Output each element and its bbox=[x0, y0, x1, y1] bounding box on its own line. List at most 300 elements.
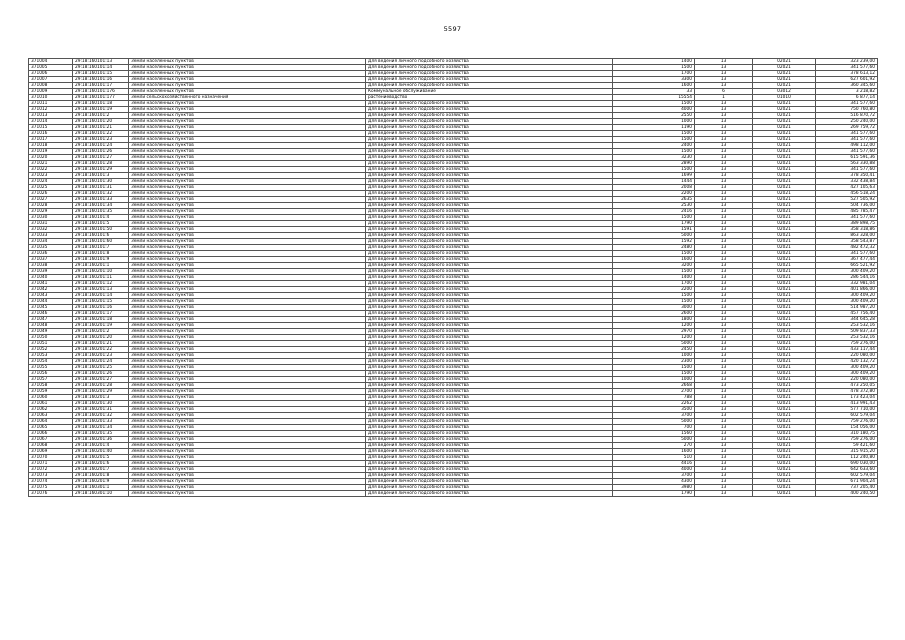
row-number-cell: 371062 bbox=[29, 407, 73, 413]
row-number-cell: 371040 bbox=[29, 275, 73, 281]
cadastral-number-cell: 29:18:160201:8 bbox=[73, 473, 129, 479]
date-code-cell: 02021 bbox=[753, 425, 816, 431]
area-cell: 5000 bbox=[613, 419, 695, 425]
cadastral-value-cell: 253 532,16 bbox=[816, 323, 878, 329]
cadastral-number-cell: 29:18:160201:40 bbox=[73, 449, 129, 455]
land-category-cell: Земли населенных пунктов bbox=[129, 329, 366, 335]
cadastral-number-cell: 29:18:160101:34 bbox=[73, 203, 129, 209]
cadastral-number-cell: 29:18:160101:29 bbox=[73, 167, 129, 173]
row-number-cell: 371037 bbox=[29, 257, 73, 263]
group-code-cell: 13 bbox=[695, 323, 753, 329]
cadastral-value-cell: 173 423,04 bbox=[816, 395, 878, 401]
land-category-cell: Земли населенных пунктов bbox=[129, 461, 366, 467]
cadastral-value-cell: 498 112,00 bbox=[816, 143, 878, 149]
row-number-cell: 371057 bbox=[29, 377, 73, 383]
land-category-cell: Земли населенных пунктов bbox=[129, 65, 366, 71]
cadastral-value-cell: 478 372,80 bbox=[816, 389, 878, 395]
cadastral-value-cell: 456 518,24 bbox=[816, 191, 878, 197]
row-number-cell: 371066 bbox=[29, 431, 73, 437]
land-category-cell: Земли населенных пунктов bbox=[129, 341, 366, 347]
cadastral-number-cell: 29:18:160201:14 bbox=[73, 293, 129, 299]
permitted-use-cell: Для ведения личного подсобного хозяйства bbox=[366, 215, 613, 221]
permitted-use-cell: Для ведения личного подсобного хозяйства bbox=[366, 245, 613, 251]
permitted-use-cell: Для ведения личного подсобного хозяйства bbox=[366, 275, 613, 281]
group-code-cell: 13 bbox=[695, 341, 753, 347]
group-code-cell: 13 bbox=[695, 437, 753, 443]
group-code-cell: 13 bbox=[695, 101, 753, 107]
permitted-use-cell: Для ведения личного подсобного хозяйства bbox=[366, 485, 613, 491]
permitted-use-cell: Для ведения личного подсобного хозяйства bbox=[366, 83, 613, 89]
date-code-cell: 02021 bbox=[753, 383, 816, 389]
area-cell: 1600 bbox=[613, 83, 695, 89]
row-number-cell: 371006 bbox=[29, 71, 73, 77]
group-code-cell: 13 bbox=[695, 383, 753, 389]
cadastral-value-cell: 323 239,00 bbox=[816, 59, 878, 65]
date-code-cell: 03012 bbox=[753, 89, 816, 95]
row-number-cell: 371026 bbox=[29, 191, 73, 197]
cadastral-value-cell: 358 543,87 bbox=[816, 239, 878, 245]
permitted-use-cell: Для ведения личного подсобного хозяйства bbox=[366, 155, 613, 161]
date-code-cell: 02021 bbox=[753, 59, 816, 65]
cadastral-number-cell: 29:18:160201:33 bbox=[73, 419, 129, 425]
area-cell: 4000 bbox=[613, 107, 695, 113]
row-number-cell: 371067 bbox=[29, 437, 73, 443]
permitted-use-cell: Для ведения личного подсобного хозяйства bbox=[366, 191, 613, 197]
group-code-cell: 13 bbox=[695, 443, 753, 449]
row-number-cell: 371017 bbox=[29, 137, 73, 143]
area-cell: 2200 bbox=[613, 191, 695, 197]
row-number-cell: 371051 bbox=[29, 341, 73, 347]
permitted-use-cell: Для ведения личного подсобного хозяйства bbox=[366, 455, 613, 461]
group-code-cell: 13 bbox=[695, 455, 753, 461]
group-code-cell: 13 bbox=[695, 425, 753, 431]
cadastral-value-cell: 6 877,14 bbox=[816, 95, 878, 101]
permitted-use-cell: Для ведения личного подсобного хозяйства bbox=[366, 443, 613, 449]
cadastral-number-cell: 29:18:160201:31 bbox=[73, 407, 129, 413]
land-category-cell: Земли населенных пунктов bbox=[129, 209, 366, 215]
cadastral-number-cell: 29:18:160201:13 bbox=[73, 287, 129, 293]
permitted-use-cell: Для ведения личного подсобного хозяйства bbox=[366, 413, 613, 419]
group-code-cell: 13 bbox=[695, 119, 753, 125]
area-cell: 15554 bbox=[613, 95, 695, 101]
row-number-cell: 371063 bbox=[29, 413, 73, 419]
permitted-use-cell: Для ведения личного подсобного хозяйства bbox=[366, 59, 613, 65]
area-cell: 1500 bbox=[613, 65, 695, 71]
date-code-cell: 02021 bbox=[753, 251, 816, 257]
permitted-use-cell: Для ведения личного подсобного хозяйства bbox=[366, 473, 613, 479]
cadastral-value-cell: 427 105,63 bbox=[816, 185, 878, 191]
group-code-cell: 13 bbox=[695, 305, 753, 311]
cadastral-number-cell: 29:18:160101:16 bbox=[73, 77, 129, 83]
row-number-cell: 371005 bbox=[29, 65, 73, 71]
area-cell: 1500 bbox=[613, 215, 695, 221]
area-cell: 1500 bbox=[613, 101, 695, 107]
land-category-cell: Земли населенных пунктов bbox=[129, 155, 366, 161]
permitted-use-cell: Коммунальное обслуживание bbox=[366, 89, 613, 95]
date-code-cell: 02021 bbox=[753, 431, 816, 437]
group-code-cell: 13 bbox=[695, 389, 753, 395]
cadastral-number-cell: 29:18:160101:27 bbox=[73, 155, 129, 161]
area-cell: 2700 bbox=[613, 389, 695, 395]
cadastral-value-cell: 485 785,47 bbox=[816, 209, 878, 215]
group-code-cell: 13 bbox=[695, 131, 753, 137]
land-category-cell: Земли населенных пунктов bbox=[129, 365, 366, 371]
group-code-cell: 13 bbox=[695, 251, 753, 257]
date-code-cell: 02021 bbox=[753, 113, 816, 119]
permitted-use-cell: Для ведения личного подсобного хозяйства bbox=[366, 479, 613, 485]
area-cell: 4416 bbox=[613, 461, 695, 467]
group-code-cell: 13 bbox=[695, 179, 753, 185]
row-number-cell: 371025 bbox=[29, 185, 73, 191]
land-category-cell: Земли населенных пунктов bbox=[129, 203, 366, 209]
date-code-cell: 02021 bbox=[753, 335, 816, 341]
row-number-cell: 371068 bbox=[29, 443, 73, 449]
date-code-cell: 02021 bbox=[753, 179, 816, 185]
land-category-cell: Земли населенных пунктов bbox=[129, 125, 366, 131]
group-code-cell: 13 bbox=[695, 431, 753, 437]
row-number-cell: 371033 bbox=[29, 233, 73, 239]
group-code-cell: 13 bbox=[695, 125, 753, 131]
date-code-cell: 02021 bbox=[753, 137, 816, 143]
date-code-cell: 02021 bbox=[753, 65, 816, 71]
group-code-cell: 13 bbox=[695, 461, 753, 467]
row-number-cell: 371024 bbox=[29, 179, 73, 185]
date-code-cell: 02021 bbox=[753, 437, 816, 443]
cadastral-number-cell: 29:18:160201:32 bbox=[73, 413, 129, 419]
cadastral-value-cell: 473 250,05 bbox=[816, 383, 878, 389]
cadastral-value-cell: 563 330,88 bbox=[816, 161, 878, 167]
area-cell: 1500 bbox=[613, 371, 695, 377]
date-code-cell: 02021 bbox=[753, 491, 816, 497]
area-cell: 2480 bbox=[613, 245, 695, 251]
cadastral-number-cell: 29:18:160101:18 bbox=[73, 101, 129, 107]
permitted-use-cell: Для ведения личного подсобного хозяйства bbox=[366, 119, 613, 125]
date-code-cell: 02021 bbox=[753, 323, 816, 329]
land-category-cell: Земли населенных пунктов bbox=[129, 137, 366, 143]
group-code-cell: 13 bbox=[695, 269, 753, 275]
area-cell: 1500 bbox=[613, 365, 695, 371]
cadastral-value-cell: 863 328,00 bbox=[816, 233, 878, 239]
area-cell: 2262 bbox=[613, 401, 695, 407]
group-code-cell: 13 bbox=[695, 239, 753, 245]
area-cell: 1591 bbox=[613, 227, 695, 233]
row-number-cell: 371041 bbox=[29, 281, 73, 287]
row-number-cell: 371061 bbox=[29, 401, 73, 407]
cadastral-value-cell: 112 240,80 bbox=[816, 455, 878, 461]
row-number-cell: 371004 bbox=[29, 59, 73, 65]
permitted-use-cell: Для ведения личного подсобного хозяйства bbox=[366, 425, 613, 431]
row-number-cell: 371007 bbox=[29, 77, 73, 83]
area-cell: 5000 bbox=[613, 341, 695, 347]
permitted-use-cell: Для ведения личного подсобного хозяйства bbox=[366, 113, 613, 119]
permitted-use-cell: Для ведения личного подсобного хозяйства bbox=[366, 281, 613, 287]
cadastral-number-cell: 29:18:160301:10 bbox=[73, 491, 129, 497]
permitted-use-cell: Для ведения личного подсобного хозяйства bbox=[366, 407, 613, 413]
cadastral-number-cell: 29:18:160201:11 bbox=[73, 275, 129, 281]
area-cell: 1600 bbox=[613, 257, 695, 263]
land-category-cell: Земли населенных пунктов bbox=[129, 359, 366, 365]
date-code-cell: 02021 bbox=[753, 77, 816, 83]
permitted-use-cell: Для ведения личного подсобного хозяйства bbox=[366, 227, 613, 233]
area-cell: 1699 bbox=[613, 173, 695, 179]
group-code-cell: 13 bbox=[695, 77, 753, 83]
area-cell: 2300 bbox=[613, 359, 695, 365]
cadastral-value-cell: 332 981,04 bbox=[816, 281, 878, 287]
area-cell: 2970 bbox=[613, 329, 695, 335]
area-cell: 3300 bbox=[613, 77, 695, 83]
cadastral-value-cell: 627 601,92 bbox=[816, 77, 878, 83]
cadastral-value-cell: 509 837,33 bbox=[816, 329, 878, 335]
land-category-cell: Земли населенных пунктов bbox=[129, 185, 366, 191]
land-category-cell: Земли населенных пунктов bbox=[129, 149, 366, 155]
row-number-cell: 371072 bbox=[29, 467, 73, 473]
date-code-cell: 02021 bbox=[753, 389, 816, 395]
land-category-cell: Земли населенных пунктов bbox=[129, 491, 366, 497]
permitted-use-cell: Для ведения личного подсобного хозяйства bbox=[366, 107, 613, 113]
area-cell: 2450 bbox=[613, 347, 695, 353]
group-code-cell: 13 bbox=[695, 71, 753, 77]
permitted-use-cell: Для ведения личного подсобного хозяйства bbox=[366, 377, 613, 383]
date-code-cell: 02021 bbox=[753, 365, 816, 371]
cadastral-value-cell: 300 409,20 bbox=[816, 365, 878, 371]
cadastral-value-cell: 401 866,00 bbox=[816, 287, 878, 293]
date-code-cell: 02021 bbox=[753, 269, 816, 275]
group-code-cell: 13 bbox=[695, 317, 753, 323]
cadastral-value-cell: 300 409,20 bbox=[816, 293, 878, 299]
group-code-cell: 13 bbox=[695, 197, 753, 203]
area-cell: 1500 bbox=[613, 299, 695, 305]
land-category-cell: Земли населенных пунктов bbox=[129, 215, 366, 221]
area-cell: 2530 bbox=[613, 203, 695, 209]
cadastral-number-cell: 29:18:160101:14 bbox=[73, 65, 129, 71]
row-number-cell: 371069 bbox=[29, 449, 73, 455]
area-cell: 270 bbox=[613, 443, 695, 449]
row-number-cell: 371060 bbox=[29, 395, 73, 401]
land-category-cell: Земли населенных пунктов bbox=[129, 449, 366, 455]
permitted-use-cell: Для ведения личного подсобного хозяйства bbox=[366, 419, 613, 425]
land-category-cell: Земли населенных пунктов bbox=[129, 353, 366, 359]
group-code-cell: 13 bbox=[695, 371, 753, 377]
cadastral-value-cell: 759 276,00 bbox=[816, 437, 878, 443]
cadastral-number-cell: 29:18:160201:15 bbox=[73, 299, 129, 305]
date-code-cell: 02021 bbox=[753, 341, 816, 347]
land-category-cell: Земли сельскохозяйственного назначения bbox=[129, 95, 366, 101]
group-code-cell: 13 bbox=[695, 485, 753, 491]
cadastral-value-cell: 759 276,00 bbox=[816, 341, 878, 347]
permitted-use-cell: Для ведения личного подсобного хозяйства bbox=[366, 395, 613, 401]
cadastral-value-cell: 341 577,60 bbox=[816, 251, 878, 257]
cadastral-number-cell: 29:18:160201:7 bbox=[73, 467, 129, 473]
group-code-cell: 13 bbox=[695, 401, 753, 407]
area-cell: 1592 bbox=[613, 239, 695, 245]
area-cell: 3700 bbox=[613, 473, 695, 479]
land-category-cell: Земли населенных пунктов bbox=[129, 383, 366, 389]
area-cell: 2890 bbox=[613, 161, 695, 167]
group-code-cell: 13 bbox=[695, 419, 753, 425]
cadastral-number-cell: 29:18:160201:25 bbox=[73, 365, 129, 371]
cadastral-number-cell: 29:18:160101:7 bbox=[73, 245, 129, 251]
group-code-cell: 13 bbox=[695, 173, 753, 179]
date-code-cell: 02021 bbox=[753, 305, 816, 311]
cadastral-number-cell: 29:18:160101:32 bbox=[73, 191, 129, 197]
cadastral-number-cell: 29:18:160101:60 bbox=[73, 239, 129, 245]
date-code-cell: 02021 bbox=[753, 275, 816, 281]
cadastral-number-cell: 29:18:160201:28 bbox=[73, 383, 129, 389]
cadastral-number-cell: 29:18:160101:33 bbox=[73, 197, 129, 203]
land-category-cell: Земли населенных пунктов bbox=[129, 107, 366, 113]
area-cell: 1000 bbox=[613, 119, 695, 125]
row-number-cell: 371030 bbox=[29, 215, 73, 221]
group-code-cell: 13 bbox=[695, 491, 753, 497]
permitted-use-cell: Для ведения личного подсобного хозяйства bbox=[366, 125, 613, 131]
permitted-use-cell: Для ведения личного подсобного хозяйства bbox=[366, 101, 613, 107]
group-code-cell: 13 bbox=[695, 275, 753, 281]
cadastral-value-cell: 250 240,00 bbox=[816, 119, 878, 125]
group-code-cell: 13 bbox=[695, 245, 753, 251]
date-code-cell: 02021 bbox=[753, 287, 816, 293]
group-code-cell: 13 bbox=[695, 113, 753, 119]
date-code-cell: 02021 bbox=[753, 149, 816, 155]
land-category-cell: Земли населенных пунктов bbox=[129, 455, 366, 461]
area-cell: 1790 bbox=[613, 221, 695, 227]
area-cell: 1190 bbox=[613, 125, 695, 131]
cadastral-number-cell: 29:18:160201:34 bbox=[73, 425, 129, 431]
permitted-use-cell: Для ведения личного подсобного хозяйства bbox=[366, 449, 613, 455]
cadastral-number-cell: 29:18:160101:15 bbox=[73, 71, 129, 77]
area-cell: 1000 bbox=[613, 353, 695, 359]
cadastral-number-cell: 29:18:160201:10 bbox=[73, 269, 129, 275]
cadastral-value-cell: 577 710,00 bbox=[816, 407, 878, 413]
area-cell: 1500 bbox=[613, 137, 695, 143]
date-code-cell: 02021 bbox=[753, 311, 816, 317]
permitted-use-cell: Для ведения личного подсобного хозяйства bbox=[366, 317, 613, 323]
cadastral-value-cell: 341 577,60 bbox=[816, 215, 878, 221]
row-number-cell: 371047 bbox=[29, 317, 73, 323]
cadastral-value-cell: 341 577,60 bbox=[816, 101, 878, 107]
land-category-cell: Земли населенных пунктов bbox=[129, 71, 366, 77]
land-category-cell: Земли населенных пунктов bbox=[129, 233, 366, 239]
cadastral-number-cell: 29:18:160201:2 bbox=[73, 329, 129, 335]
cadastral-value-cell: 642 633,60 bbox=[816, 467, 878, 473]
date-code-cell: 02021 bbox=[753, 317, 816, 323]
area-cell: 2400 bbox=[613, 143, 695, 149]
row-number-cell: 371065 bbox=[29, 425, 73, 431]
row-number-cell: 371020 bbox=[29, 155, 73, 161]
cadastral-value-cell: 433 117,44 bbox=[816, 347, 878, 353]
permitted-use-cell: Для ведения личного подсобного хозяйства bbox=[366, 149, 613, 155]
row-number-cell: 371022 bbox=[29, 167, 73, 173]
cadastral-value-cell: 759 276,00 bbox=[816, 419, 878, 425]
permitted-use-cell: Для ведения личного подсобного хозяйства bbox=[366, 353, 613, 359]
land-category-cell: Земли населенных пунктов bbox=[129, 299, 366, 305]
permitted-use-cell: Для ведения личного подсобного хозяйства bbox=[366, 311, 613, 317]
date-code-cell: 02021 bbox=[753, 401, 816, 407]
area-cell: 1600 bbox=[613, 449, 695, 455]
land-category-cell: Земли населенных пунктов bbox=[129, 479, 366, 485]
group-code-cell: 13 bbox=[695, 395, 753, 401]
group-code-cell: 13 bbox=[695, 149, 753, 155]
land-category-cell: Земли населенных пунктов bbox=[129, 167, 366, 173]
land-category-cell: Земли населенных пунктов bbox=[129, 83, 366, 89]
permitted-use-cell: Для ведения личного подсобного хозяйства bbox=[366, 467, 613, 473]
permitted-use-cell: Для ведения личного подсобного хозяйства bbox=[366, 71, 613, 77]
date-code-cell: 02021 bbox=[753, 83, 816, 89]
group-code-cell: 13 bbox=[695, 209, 753, 215]
permitted-use-cell: Для ведения личного подсобного хозяйства bbox=[366, 491, 613, 497]
area-cell: 1500 bbox=[613, 149, 695, 155]
cadastral-value-cell: 504 736,00 bbox=[816, 203, 878, 209]
area-cell: 2668 bbox=[613, 383, 695, 389]
row-number-cell: 371055 bbox=[29, 365, 73, 371]
area-cell: 2600 bbox=[613, 311, 695, 317]
row-number-cell: 371021 bbox=[29, 161, 73, 167]
cadastral-number-cell: 29:18:160201:30 bbox=[73, 401, 129, 407]
row-number-cell: 371018 bbox=[29, 143, 73, 149]
permitted-use-cell: Для ведения личного подсобного хозяйства bbox=[366, 65, 613, 71]
group-code-cell: 13 bbox=[695, 293, 753, 299]
date-code-cell: 02021 bbox=[753, 245, 816, 251]
area-cell: 3000 bbox=[613, 305, 695, 311]
cadastral-value-cell: 310 180,75 bbox=[816, 431, 878, 437]
date-code-cell: 02021 bbox=[753, 467, 816, 473]
cadastral-number-cell: 29:18:160201:1 bbox=[73, 263, 129, 269]
date-code-cell: 02021 bbox=[753, 419, 816, 425]
row-number-cell: 371076 bbox=[29, 491, 73, 497]
area-cell: 3200 bbox=[613, 263, 695, 269]
row-number-cell: 371019 bbox=[29, 149, 73, 155]
land-category-cell: Земли населенных пунктов bbox=[129, 311, 366, 317]
permitted-use-cell: Для ведения личного подсобного хозяйства bbox=[366, 299, 613, 305]
cadastral-value-cell: 286 544,16 bbox=[816, 275, 878, 281]
row-number-cell: 371044 bbox=[29, 299, 73, 305]
date-code-cell: 02021 bbox=[753, 485, 816, 491]
cadastral-number-cell: 29:18:160301:1 bbox=[73, 485, 129, 491]
row-number-cell: 371027 bbox=[29, 197, 73, 203]
cadastral-value-cell: 602 579,04 bbox=[816, 413, 878, 419]
row-number-cell: 371013 bbox=[29, 113, 73, 119]
row-number-cell: 371015 bbox=[29, 125, 73, 131]
land-category-cell: Земли населенных пунктов bbox=[129, 419, 366, 425]
permitted-use-cell: Для ведения личного подсобного хозяйства bbox=[366, 161, 613, 167]
row-number-cell: 371049 bbox=[29, 329, 73, 335]
cadastral-number-cell: 29:18:160201:22 bbox=[73, 347, 129, 353]
land-category-cell: Земли населенных пунктов bbox=[129, 431, 366, 437]
area-cell: 1500 bbox=[613, 293, 695, 299]
cadastral-number-cell: 29:18:160201:35 bbox=[73, 431, 129, 437]
permitted-use-cell: Для ведения личного подсобного хозяйства bbox=[366, 221, 613, 227]
group-code-cell: 6 bbox=[695, 89, 753, 95]
cadastral-value-cell: 341 577,60 bbox=[816, 149, 878, 155]
date-code-cell: 02021 bbox=[753, 473, 816, 479]
group-code-cell: 13 bbox=[695, 143, 753, 149]
row-number-cell: 371028 bbox=[29, 203, 73, 209]
cadastral-value-cell: 527 505,92 bbox=[816, 197, 878, 203]
date-code-cell: 02021 bbox=[753, 143, 816, 149]
row-number-cell: 371034 bbox=[29, 239, 73, 245]
area-cell: 788 bbox=[613, 395, 695, 401]
land-category-cell: Земли населенных пунктов bbox=[129, 473, 366, 479]
cadastral-value-cell: 358 318,86 bbox=[816, 227, 878, 233]
cadastral-number-cell: 29:18:160101:176 bbox=[73, 89, 129, 95]
cadastral-number-cell: 29:18:160101:5 bbox=[73, 221, 129, 227]
land-category-cell: Земли населенных пунктов bbox=[129, 197, 366, 203]
row-number-cell: 371036 bbox=[29, 251, 73, 257]
group-code-cell: 13 bbox=[695, 65, 753, 71]
area-cell: 2635 bbox=[613, 197, 695, 203]
date-code-cell: 02021 bbox=[753, 455, 816, 461]
land-category-cell: Земли населенных пунктов bbox=[129, 389, 366, 395]
cadastral-number-cell: 29:18:160201:20 bbox=[73, 335, 129, 341]
